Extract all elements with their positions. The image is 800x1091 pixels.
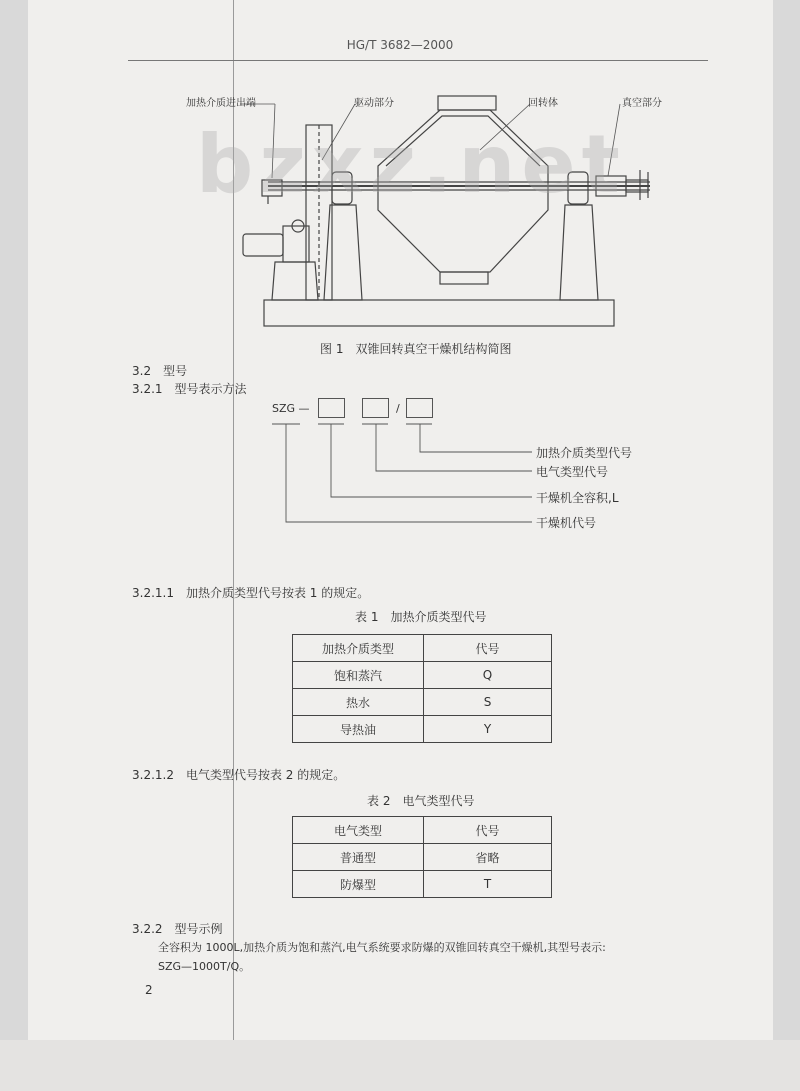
table-row xyxy=(293,635,552,662)
table-row xyxy=(293,817,552,844)
callout-drive: 驱动部分 xyxy=(354,98,394,109)
standard-code-header: HG/T 3682—2000 xyxy=(346,38,454,52)
section-3-2-1: 3.2.1 型号表示方法 xyxy=(132,382,247,396)
section-3-2: 3.2 型号 xyxy=(132,364,188,378)
table-cell: 加热介质类型 xyxy=(293,635,424,662)
figure-caption: 图 1 双锥回转真空干燥机结构简图 xyxy=(320,342,512,356)
legend-electric-code: 电气类型代号 xyxy=(536,465,609,479)
callout-vacuum: 真空部分 xyxy=(622,98,662,109)
table-cell: 电气类型 xyxy=(293,817,424,844)
callout-heating-port: 加热介质进出端 xyxy=(186,98,256,109)
watermark: bzxz.net xyxy=(196,118,626,211)
table2 xyxy=(292,816,552,898)
table-cell: Q xyxy=(424,662,552,689)
legend-capacity: 干燥机全容积,L xyxy=(536,491,619,505)
table-row xyxy=(293,844,552,871)
table1 xyxy=(292,634,552,743)
model-slash: / xyxy=(396,402,400,415)
table-cell: 代号 xyxy=(424,635,552,662)
model-prefix: SZG — xyxy=(272,402,310,415)
table-row xyxy=(293,689,552,716)
model-legend-lines xyxy=(0,0,800,540)
table-row xyxy=(293,716,552,743)
section-3-2-1-1: 3.2.1.1 加热介质类型代号按表 1 的规定。 xyxy=(132,586,370,600)
table-cell: 饱和蒸汽 xyxy=(293,662,424,689)
section-3-2-1-2: 3.2.1.2 电气类型代号按表 2 的规定。 xyxy=(132,768,346,782)
table-row xyxy=(293,871,552,898)
callout-rotor: 回转体 xyxy=(528,98,558,109)
page-number: 2 xyxy=(145,983,153,997)
table-cell: 普通型 xyxy=(293,844,424,871)
legend-heating-code: 加热介质类型代号 xyxy=(536,446,633,460)
example-line-1: 全容积为 1000L,加热介质为饱和蒸汽,电气系统要求防爆的双锥回转真空干燥机,其型号表示: xyxy=(158,941,606,954)
table-row xyxy=(293,662,552,689)
example-line-2: SZG—1000T/Q。 xyxy=(158,960,251,973)
table-cell: 导热油 xyxy=(293,716,424,743)
section-3-2-2: 3.2.2 型号示例 xyxy=(132,922,223,936)
table-cell: 代号 xyxy=(424,817,552,844)
table2-caption: 表 2 电气类型代号 xyxy=(367,794,475,808)
legend-dryer-code: 干燥机代号 xyxy=(536,516,597,530)
table-cell: Y xyxy=(424,716,552,743)
scan-bottom-strip xyxy=(0,1040,800,1091)
table-cell: S xyxy=(424,689,552,716)
table1-caption: 表 1 加热介质类型代号 xyxy=(355,610,487,624)
table-cell: 热水 xyxy=(293,689,424,716)
table-cell: 防爆型 xyxy=(293,871,424,898)
table-cell: 省略 xyxy=(424,844,552,871)
table-cell: T xyxy=(424,871,552,898)
